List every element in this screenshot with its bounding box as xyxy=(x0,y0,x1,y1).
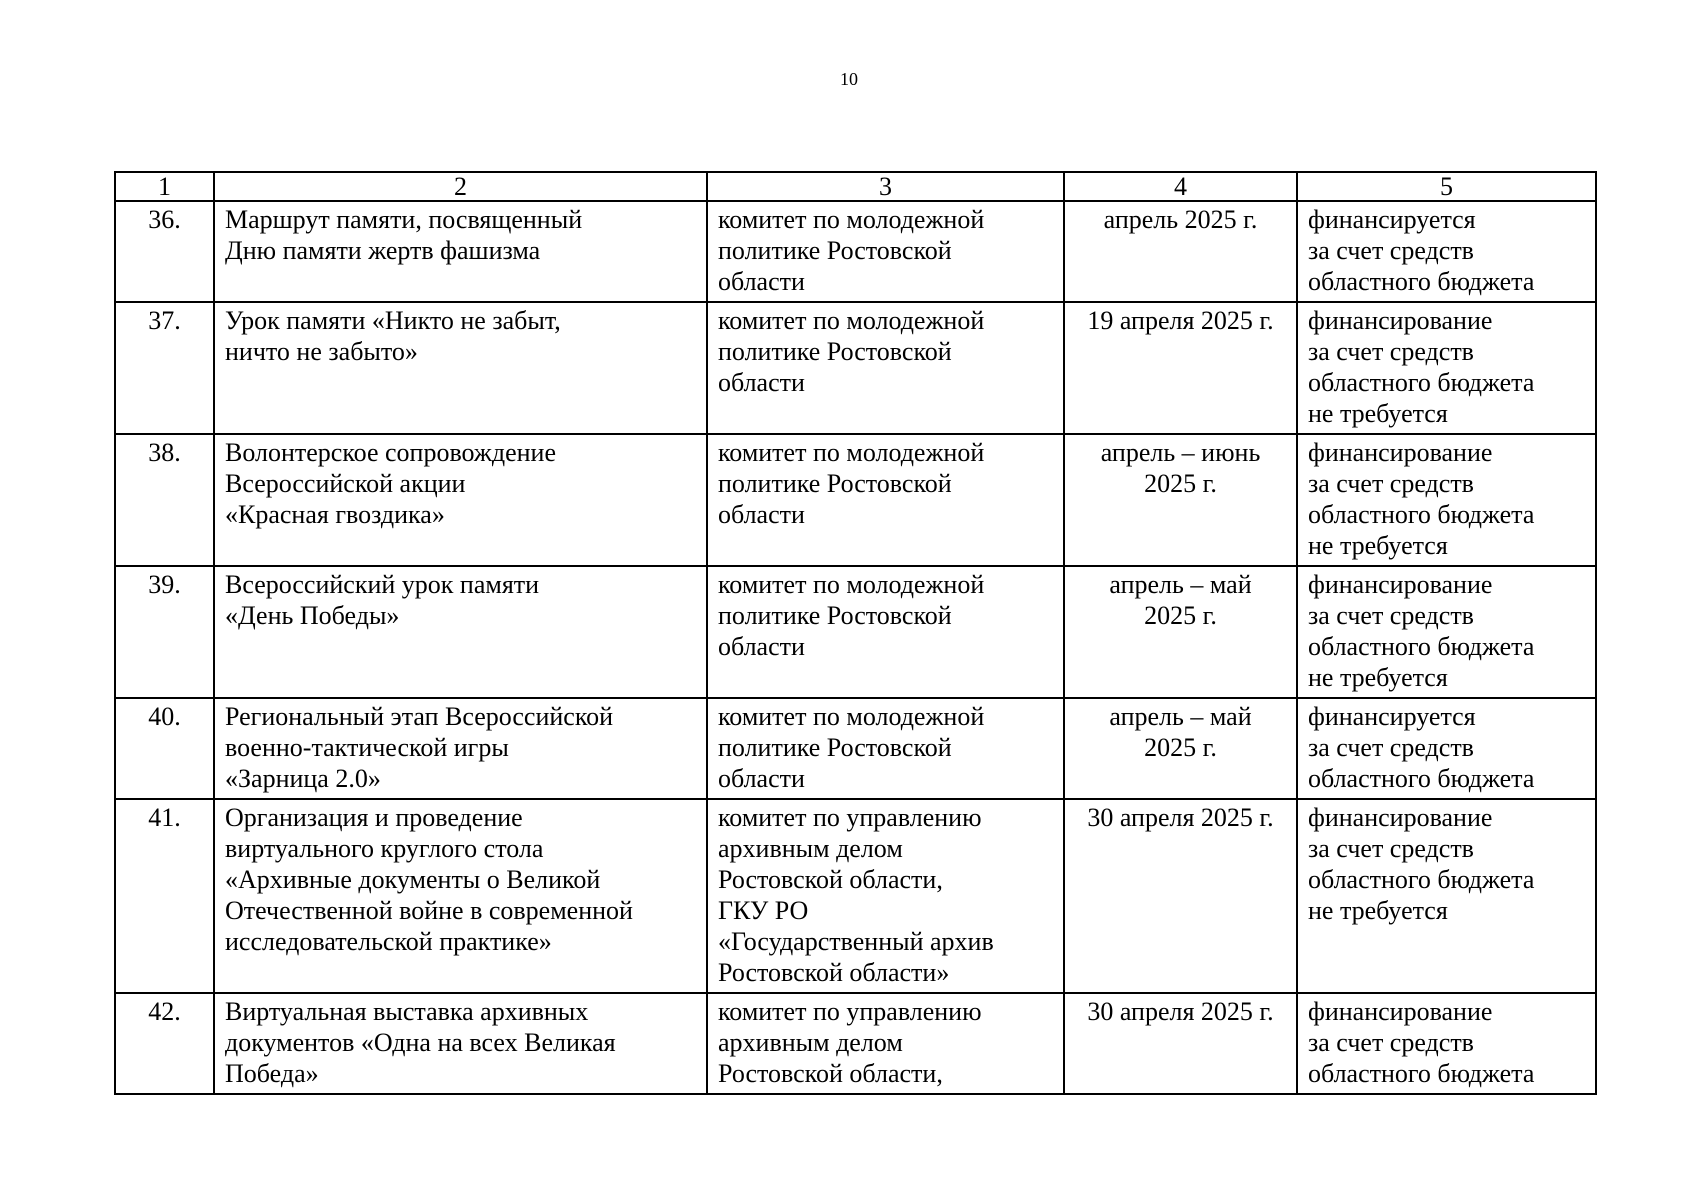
event-date: 19 апреля 2025 г. xyxy=(1064,302,1297,434)
funding-source: финансируется за счет средств областного бюджета xyxy=(1297,698,1596,799)
event-name: Волонтерское сопровождение Всероссийской акции «Красная гвоздика» xyxy=(214,434,707,566)
responsible-party: комитет по молодежной политике Ростовской области xyxy=(707,201,1064,302)
event-date: апрель – июнь 2025 г. xyxy=(1064,434,1297,566)
header-row xyxy=(115,172,1596,201)
event-date: апрель – май 2025 г. xyxy=(1064,698,1297,799)
event-name: Виртуальная выставка архивных документов «Одна на всех Великая Победа» xyxy=(214,993,707,1094)
row-number: 41. xyxy=(115,799,214,993)
responsible-party: комитет по молодежной политике Ростовской области xyxy=(707,566,1064,698)
row-number: 40. xyxy=(115,698,214,799)
table-row xyxy=(115,566,1596,698)
table-row xyxy=(115,201,1596,302)
row-number: 42. xyxy=(115,993,214,1094)
events-table xyxy=(114,171,1597,1095)
event-name: Организация и проведение виртуального круглого стола «Архивные документы о Великой Отечественной войне в современной исследовательской практике» xyxy=(214,799,707,993)
funding-source: финансирование за счет средств областного бюджета не требуется xyxy=(1297,799,1596,993)
responsible-party: комитет по молодежной политике Ростовской области xyxy=(707,698,1064,799)
event-date: апрель 2025 г. xyxy=(1064,201,1297,302)
funding-source: финансирование за счет средств областного бюджета не требуется xyxy=(1297,434,1596,566)
table-row xyxy=(115,993,1596,1094)
responsible-party: комитет по управлению архивным делом Ростовской области, xyxy=(707,993,1064,1094)
event-name: Урок памяти «Никто не забыт, ничто не забыто» xyxy=(214,302,707,434)
event-name: Региональный этап Всероссийской военно-тактической игры «Зарница 2.0» xyxy=(214,698,707,799)
table-row xyxy=(115,434,1596,566)
funding-source: финансирование за счет средств областного бюджета не требуется xyxy=(1297,566,1596,698)
row-number: 36. xyxy=(115,201,214,302)
table-row xyxy=(115,698,1596,799)
event-date: 30 апреля 2025 г. xyxy=(1064,799,1297,993)
row-number: 37. xyxy=(115,302,214,434)
responsible-party: комитет по молодежной политике Ростовской области xyxy=(707,302,1064,434)
event-name: Всероссийский урок памяти «День Победы» xyxy=(214,566,707,698)
funding-source: финансируется за счет средств областного бюджета xyxy=(1297,201,1596,302)
table-row xyxy=(115,302,1596,434)
event-name: Маршрут памяти, посвященный Дню памяти жертв фашизма xyxy=(214,201,707,302)
column-header-event: 2 xyxy=(214,172,707,201)
column-header-date: 4 xyxy=(1064,172,1297,201)
funding-source: финансирование за счет средств областного бюджета xyxy=(1297,993,1596,1094)
table-row xyxy=(115,799,1596,993)
responsible-party: комитет по управлению архивным делом Ростовской области, ГКУ РО «Государственный архив Ростовской области» xyxy=(707,799,1064,993)
row-number: 38. xyxy=(115,434,214,566)
responsible-party: комитет по молодежной политике Ростовской области xyxy=(707,434,1064,566)
funding-source: финансирование за счет средств областного бюджета не требуется xyxy=(1297,302,1596,434)
row-number: 39. xyxy=(115,566,214,698)
page-number: 10 xyxy=(840,69,858,89)
event-date: 30 апреля 2025 г. xyxy=(1064,993,1297,1094)
column-header-responsible: 3 xyxy=(707,172,1064,201)
event-date: апрель – май 2025 г. xyxy=(1064,566,1297,698)
column-header-number: 1 xyxy=(115,172,214,201)
column-header-funding: 5 xyxy=(1297,172,1596,201)
